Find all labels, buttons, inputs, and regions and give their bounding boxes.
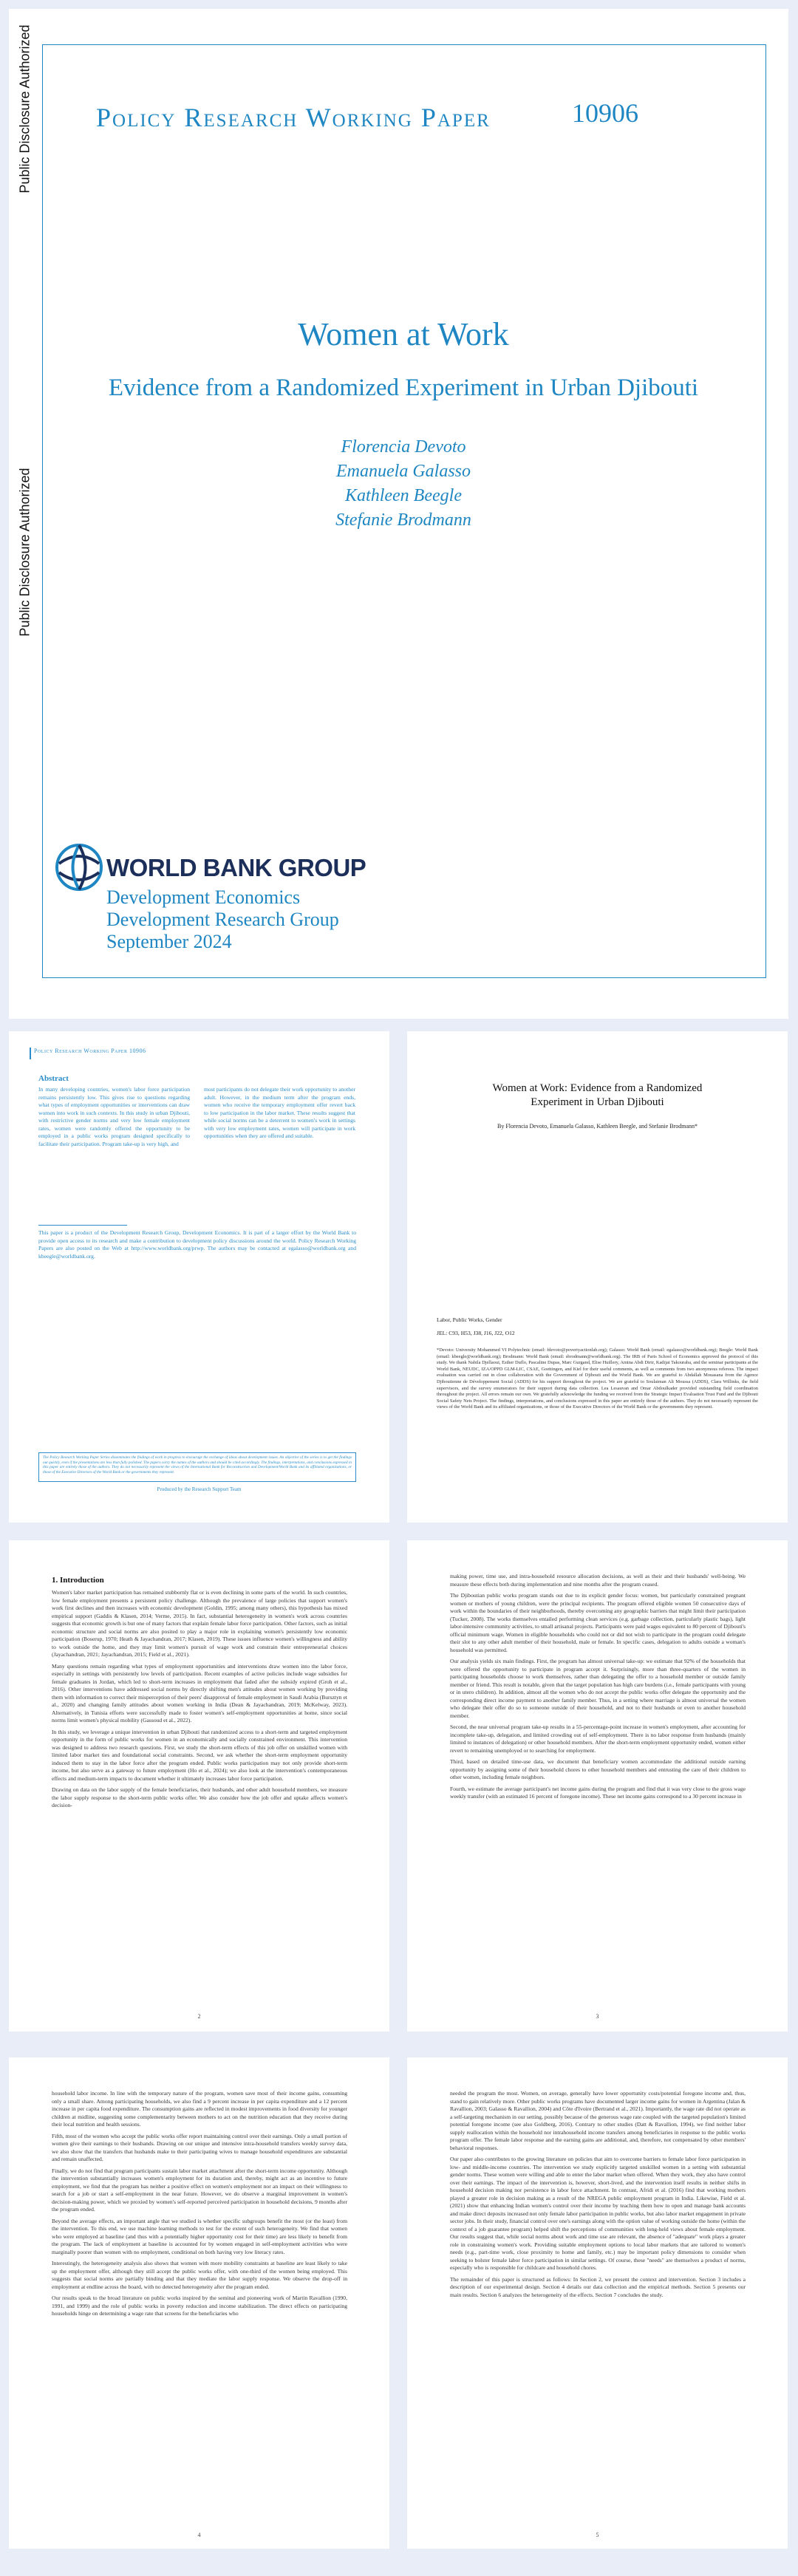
produced-by: Produced by the Research Support Team — [157, 1486, 242, 1492]
body-page-5 — [407, 2057, 788, 2549]
paper-subtitle: Evidence from a Randomized Experiment in Urban Djibouti — [108, 375, 699, 401]
product-note: This paper is a product of the Development Research Group, Development Economics. It is part of a larger effort by the World Bank to provide open access to its research and make a contribution to development policy discussions around the world. Policy Research Working Papers are also posted on the Web at http://www.worldbank.org/prwp. The authors may be contacted at egalasso@worldbank.org and kbeegle@worldbank.org. — [38, 1229, 356, 1260]
body-page-4 — [9, 2057, 389, 2549]
divider — [38, 1225, 127, 1226]
paragraph: Fourth, we estimate the average participant's net income gains during the program and find that it was very close to the gross wage weekly transfer (with an estimated 16 percent of foregone income). These net income gains correspond to a 30 percent increase in — [450, 1785, 746, 1800]
page-number: 3 — [596, 2013, 599, 2020]
paragraph: Finally, we do not find that program participants sustain labor market attachment after the short-term income opportunity. Although the intervention substantially increases women's employment for its duration and, thereby, might act as an incentive to future employment, we find that the program has neither a positive effect on women's employment nor an impact on their willingness to search for a job or start a self-employment in the near future. However, we do observe a marginal improvement in women's decision-making power, which we proxied by women's self-reported perceived participation in household decisions, 9 months after the program ended. — [52, 2167, 347, 2213]
paper-number: 10906 — [572, 98, 638, 128]
disclosure-text: Public Disclosure Authorized — [17, 24, 33, 194]
organization-name: WORLD BANK GROUP — [106, 854, 366, 881]
paragraph: household labor income. In line with the temporary nature of the program, women save most of their income gains, consuming only a small share. Among participating households, we also find a 9 percent increase in per capita expenditure and a 12 percent increase in per capita food expenditure. The consumption gains are reflected in modest improvements in food diversity for younger children at midline, suggesting some complementarity between mothers to act on the nutrition education that they receive during their local nutrition and health sessions. — [52, 2090, 347, 2128]
page-number: 5 — [596, 2532, 599, 2538]
disclaimer-text: The Policy Research Working Paper Series disseminates the findings of work in progress to encourage the exchange of ideas about development issues. An objective of the series is to get the findings out quickly, even if the presentations are less than fully polished. The papers carry the names of the authors and should be cited accordingly. The findings, interpretations, and conclusions expressed in this paper are entirely those of the authors. They do not necessarily represent the views of the International Bank for Reconstruction and Development/World Bank and its affiliated organizations, or those of the Executive Directors of the World Bank or the governments they represent. — [43, 1455, 352, 1475]
disclosure-stamp-bottom — [9, 437, 41, 666]
abstract-column-2: most participants do not delegate their work opportunity to another adult. However, in the medium term after the program ends, women who receive the temporary employment offer revert back to low participation in the labor market. These results suggest that while social norms can be a deterrent to women's work in settings with very low employment rates, women will participate in work opportunities when they are offered and suitable. — [204, 1086, 355, 1139]
paragraph: The Djiboutian public works program stands out due to its explicit gender focus: women, but particularly constrained pregnant women or mothers of young children, were the principal recipients. The program offered eligible women 50 consecutive days of work within the boundaries of their neighborhoods, thereby overcoming any geographic barriers that might limit their participation (Tucker, 2008). The works themselves entailed performing clean services (e.g. garbage collection, particularly plastic bags), light labor-intensive community activities, to small artisanal projects. Participants were paid wages equivalent to 80 percent of Djibouti's official minimum wage. Women in eligible households who could not or did not wish to participate in the program could delegate their slot to any other adult member of their household, male or female. In specific cases, delegation to adults outside a woman's household was permitted. — [450, 1592, 746, 1653]
inner-title-line: Experiment in Urban Djibouti — [531, 1096, 664, 1108]
publication-date: September 2024 — [106, 931, 232, 952]
paragraph: In this study, we leverage a unique intervention in urban Djibouti that randomized access to a short-term and targeted employment opportunity in the form of public works for women in an economically and socially constrained environment. This intervention was designed to address two research questions. First, we study the short-term effects of this job offer on unskilled women with limited labor market ties and foundational social constraints. Second, we ask whether the short-term employment opportunity induced them to stay in the labor force after the program ended. Public works participation may not only provide short-term income, but also serve as a gateway to future employment (Ho et al., 2024); we also look at the intervention's contemporaneous effects and medium-term impacts to document whether it ultimately increases labor force participation. — [52, 1728, 347, 1782]
jel-codes: JEL: C93, H53, J38, J16, J22, O12 — [437, 1330, 515, 1336]
body-page-2 — [9, 1540, 389, 2032]
affiliation-line: Development Economics — [106, 886, 301, 908]
disclaimer-box — [38, 1452, 356, 1482]
byline: By Florencia Devoto, Emanuela Galasso, Kathleen Beegle, and Stefanie Brodmann* — [497, 1123, 698, 1130]
accent-rule — [30, 1048, 31, 1059]
paragraph: Our results speak to the broad literature on public works inspired by the seminal and pioneering work of Martin Ravallion (1990, 1991, and 1999) and the role of public works in poverty reduction and income stabilization. The direct effects on participating households hinge on determining a wage rate that screens for the beneficiaries who — [52, 2295, 347, 2317]
author-name: Kathleen Beegle — [345, 486, 462, 505]
series-title: Policy Research Working Paper — [96, 103, 491, 132]
page-number: 2 — [197, 2013, 201, 2020]
title-page — [407, 1031, 788, 1523]
author-name: Stefanie Brodmann — [335, 510, 471, 530]
paper-title: Women at Work — [298, 316, 509, 352]
disclosure-text: Public Disclosure Authorized — [17, 467, 33, 637]
abstract-column-1: In many developing countries, women's labor force participation remains persistently low. This gives rise to questions regarding what types of employment opportunities or interventions can draw women into work in such contexts. In this study in urban Djibouti, with restrictive gender norms and very low female employment rates, women were randomly offered the opportunity to be employed in a public works program designed specifically to facilitate their participation. Program take-up is very high, and — [38, 1086, 190, 1147]
paragraph: Interestingly, the heterogeneity analysis also shows that women with more mobility constraints at baseline are least likely to take up the employment offer, although they still accept the public works offer, with one-third of the women being employed. This suggests that social norms are partially binding and that they mediate the labor supply response. We observe the drop-off in employment at endline across the board, with no detected heterogeneity after the program ended. — [52, 2260, 347, 2290]
abstract-heading: Abstract — [38, 1074, 69, 1083]
paragraph: Women's labor market participation has remained stubbornly flat or is even declining in some parts of the world. In such countries, low female employment presents a persistent policy challenge. Although the prevalence of large policies that support women's work first declines and then increases with economic development (Goldin, 1995; among many others), this hypothesis has mixed empirical support (Gaddis & Klasen, 2014; Verme, 2015). In fact, substantial heterogeneity in women's work across countries suggests that economic growth is but one of many factors that explain female labor force participation. Other factors, such as initial economic structure and social norms are also posited to play a major role in explaining women's persistently low economic participation (Boserup, 1970; Heath & Jayachandran, 2017; Klasen, 2019). These issues influence women's willingness and ability to work outside the home, and they may limit women's pursuit of wage work and constrain their entrepreneurial choices (Jayachandran, 2021; Jayachandran, 2015; Field et al., 2021). — [52, 1589, 347, 1658]
world-bank-globe-icon — [53, 841, 105, 893]
paragraph: needed the program the most. Women, on average, generally have lower opportunity costs/potential foregone income and, thus, stand to gain relatively more. Other public works programs have documented larger income gains for women in Argentina (Jalan & Ravallion, 2003; Galasso & Ravallion, 2004) and Côte d'Ivoire (Bertrand et al., 2021). Importantly, the wage rate did not operate as a self-targeting mechanism in our setting, possibly because of the generous wage rate coupled with the targeted population's limited potential foregone income (see also Goldberg, 2016). Contrary to other studies (Datt & Ravallion, 1994), we find neither labor supply reallocation within the household nor intrahousehold income transfers among beneficiaries in response to the public works program offer. The female labor response and the earning gains are additional, and, therefore, not compensated by other members' behavioral responses. — [450, 2090, 746, 2151]
author-name: Florencia Devoto — [341, 437, 466, 457]
body-text — [450, 2090, 746, 2303]
paragraph: Beyond the average effects, an important angle that we studied is whether specific subgroups benefit the most (or the least) from the intervention. To this end, we use machine learning methods to test for the extent of such heterogeneity. We find that women who were employed at baseline (and thus with a potentially higher opportunity cost for their time) are less likely to benefit from the program. The lack of employment at baseline is accounted for by women engaged in self-employment activities who were marginally poorer than women with no employment, conditional on both having very low literacy rates. — [52, 2217, 347, 2255]
paragraph: Our analysis yields six main findings. First, the program has almost universal take-up: we estimate that 92% of the households that were offered the opportunity to participate in program accept it. Surprisingly, more than three-quarters of the women in participating households choose to work themselves, rather than delegating the offer to a household member or outside family member or friend. This result is notable, given that the target population has high care burdens (i.e., female participants with young or in utero children). In addition, almost all the women who do not accept the public works offer delegate the opportunity and the corresponding direct income payment to another family member. Thus, in a setting where marriage is almost universal the women who delegate their offer do so to someone outside of their household, and not to their husbands or even to another household member. — [450, 1658, 746, 1719]
keywords: Labor, Public Works, Gender — [437, 1316, 502, 1323]
paragraph: Drawing on data on the labor supply of the female beneficiaries, their husbands, and other adult household members, we measure the labor supply response to the short-term public works offer. We also consider how the job offer and uptake affects women's decision- — [52, 1786, 347, 1808]
body-page-3 — [407, 1540, 788, 2032]
author-footnote: *Devoto: University Mohammed VI Polytechnic (email: fdevoto@povertyactionlab.org); Galasso: World Bank (email: egalasso@worldbank.org); Beegle: World Bank (email: kbeegle@worldbank.org); Brodmann: World Bank (email: sbrodmann@worldbank.org). The IRB of Paris School of Economics approved the protocol of this study. We thank Nabila Djellaoui, Esther Duflo, Pascaline Dupas, Marc Gurgand, Elise Huillery, Amina Abdi Dirir, Kadijat Takouraba, and the seminar participants at the World Bank, NEUDC, IZA/OPPD GLM-LIC, CSAE, Goettingen, and Kiel for their useful comments, as well as comments from two anonymous referees. The impact evaluation was carried out in close collaboration with the Government of Djibouti and the World Bank. We are grateful to Abdallah Mouasana from the Agence Djiboutienne de Développement Social (ADDS) for his support throughout the project. We are grateful to Soulaiman Ali Moussa (ADDS), Clara Willinks, the field supervisors, and the survey enumerators for their support during data collection. Lea Lesauvan and Omar Abdoulkader provided outstanding field coordination throughout the project. All errors remain our own. We gratefully acknowledge the funding we received from the Strategic Impact Evaluation Trust Fund and the Djibouti Social Safety Nets Project. The findings, interpretations, and conclusions expressed in this paper are entirely those of the authors. They do not necessarily represent the views of the World Bank and its affiliated organizations, or those of the Executive Directors of the World Bank or the governments they represent. — [437, 1347, 758, 1410]
section-heading: 1. Introduction — [52, 1576, 104, 1585]
paragraph: The remainder of this paper is structured as follows: In Section 2, we present the context and intervention. Section 3 includes a description of our experimental design. Section 4 details our data collection and the empirical methods. Section 5 presents our main results. Section 6 analyzes the heterogeneity of the effects. Section 7 concludes the study. — [450, 2275, 746, 2298]
inner-title-line: Women at Work: Evidence from a Randomized — [492, 1082, 703, 1094]
author-name: Emanuela Galasso — [336, 462, 471, 481]
paragraph: Third, based on detailed time-use data, we document that beneficiary women accommodate the additional outside earning opportunity by assigning some of their household chores to other household members and entrusting the care of their children to other women, including female neighbors. — [450, 1758, 746, 1780]
inner-title — [407, 1082, 788, 1110]
abstract-page — [9, 1031, 389, 1523]
body-text — [52, 2090, 347, 2322]
series-label: Policy Research Working Paper 10906 — [34, 1048, 146, 1054]
affiliation-line: Development Research Group — [106, 909, 339, 930]
paragraph: Fifth, most of the women who accept the public works offer report maintaining control over their earnings. Only a small portion of women give their earnings to their husbands. Drawing on our unique and intensive intra-household transfers weekly survey data, we also show that the transfers that husbands make to their participating wives to manage household expenditures are substantial and remain unaffected. — [52, 2132, 347, 2162]
body-text — [450, 1573, 746, 1805]
paragraph: Many questions remain regarding what types of employment opportunities and interventions draw women into the labor force, especially in settings with persistently low levels of participation. Recent examples of active policies include wage subsidies for female graduates in Jordan, which led to short-term increases in employment that faded after the subsidy expired (Groh et al., 2016). Other interventions have addressed social norms by directly shifting men's attitudes about women working by providing them with information to correct their misperception of their peers' disapproval of female employment in Saudi Arabia (Bursztyn et al., 2020) and changing family attitudes about women working in India (Dean & Jayachandran, 2019; McKelway, 2023). Alternatively, in Tunisia efforts were successfully made to foster women's self-employment opportunities at home, since social norms limit women's physical mobility (Gassoud et al., 2022). — [52, 1662, 347, 1723]
disclosure-stamp-top — [9, 24, 41, 194]
body-text — [52, 1589, 347, 1814]
paragraph: Our paper also contributes to the growing literature on policies that aim to overcome barriers to female labor force participation in low- and middle-income countries. The intervention we study explicitly targeted unskilled women in a setting with substantial gender norms. These women were willing and able to enter the labor market when offered. When they work, they also have control over their earnings. The impact of the intervention is, however, short-lived, and the intervention itself results in neither shifts in household decision making nor persistence in labor force attachment. In contrast, Afridi et al. (2016) find that working mothers played a greater role in decision making as a result of the NREGA public employment program in India. Likewise, Field et al. (2021) show that enhancing Indian women's control over their income by teaching them how to open and manage bank accounts and make direct deposits increased not only female labor participation in public works, but also labor market engagement in private sector jobs. In their study, financial control over one's earnings along with the option value of working outside the home (within the context of a job guarantee program) helped shift the perceptions of communities with long-held views about female employment. Our results suggest that, while social norms about work and time use are relevant, the absence of "adequate" work plays a greater role in constraining women's work. Providing suitable employment options to local labor markets that are tailored to women's needs (e.g., part-time work, close proximity to home and family, etc.) may be important policy dimensions to consider when seeking to bolster female labor force participation in similar settings. Of course, these "needs" are themselves a product of norms, especially who is responsible for childcare and household chores. — [450, 2156, 746, 2271]
paragraph: making power, time use, and intra-household resource allocation decisions, as well as their and their husbands' well-being. We measure these effects both during implementation and nine months after the program ceased. — [450, 1573, 746, 1588]
page-number: 4 — [197, 2532, 201, 2538]
cover-page — [9, 9, 788, 1019]
paragraph: Second, the near universal program take-up results in a 55-percentage-point increase in women's employment, after accounting for incomplete take-up, delegation, and limited crowding out of self-employment. There is no labor response from husbands (mainly limited to instances of delegation) or other household members. After the short-term employment opportunity ended, women either revert to remaining unemployed or to searching for employment. — [450, 1723, 746, 1754]
